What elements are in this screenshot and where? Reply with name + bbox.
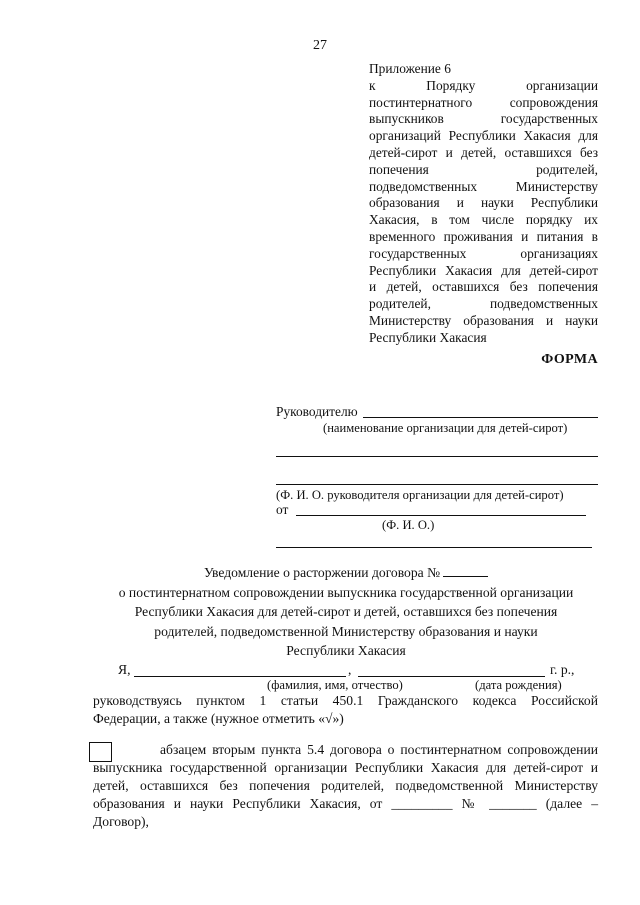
year-suffix: г. р., [550, 662, 575, 677]
page-number: 27 [313, 38, 327, 53]
notice-title [96, 563, 596, 661]
full-name-field[interactable] [134, 676, 346, 677]
head-name-field[interactable] [276, 484, 598, 485]
name-caption: (фамилия, имя, отчество) [267, 678, 403, 692]
appendix-line: Республики Хакасия для детей-сирот [369, 262, 598, 278]
notice-title-line [96, 563, 596, 583]
declaration-line: Федерации, а также (нужное отметить «√») [93, 711, 344, 726]
birth-date-field[interactable] [358, 676, 545, 677]
declaration-line: руководствуясь пунктом 1 статьи 450.1 Гражданского кодекса Российской [93, 693, 598, 708]
org-name-field[interactable] [363, 417, 598, 418]
form-label: ФОРМА [541, 352, 598, 367]
from-name-field[interactable] [296, 515, 586, 516]
notice-title-line: родителей, подведомственной Министерству образования и науки [154, 623, 538, 639]
option-line: Договор), [93, 814, 149, 829]
notice-title-line: о постинтернатном сопровождении выпускника государственной организации [118, 584, 574, 600]
appendix-line: Республики Хакасия [369, 329, 487, 345]
fio-caption: (Ф. И. О.) [382, 518, 435, 532]
option-line: образования и науки Республики Хакасия, от _________ № _______ (далее – [93, 796, 598, 811]
from-label: от [276, 502, 289, 517]
to-label: Руководителю [276, 404, 358, 419]
contract-number-field[interactable] [443, 564, 488, 577]
notice-title-prefix: Уведомление о расторжении договора № [203, 565, 441, 580]
appendix-line: постинтернатного сопровождения [369, 94, 598, 110]
appendix-line: детей-сирот и детей, оставшихся без [369, 144, 598, 160]
appendix-line: подведомственных Министерству [369, 178, 598, 194]
org-name-field-2[interactable] [276, 456, 598, 457]
option-line: абзацем вторым пункта 5.4 договора о постинтернатном сопровождении [160, 742, 598, 757]
option-line: детей, оставшихся без попечения родителей, подведомственной Министерству [93, 778, 598, 793]
appendix-line: государственных организациях [369, 245, 598, 261]
appendix-line: к Порядку организации [369, 77, 598, 93]
appendix-line: и детей, оставшихся без попечения [369, 279, 598, 295]
head-caption: (Ф. И. О. руководителя организации для детей-сирот) [276, 488, 564, 502]
option-line: выпускника государственной организации Республики Хакасия для детей-сирот и [93, 760, 598, 775]
appendix-line: временного проживания и питания в [369, 228, 598, 244]
comma: , [348, 662, 352, 677]
notice-title-line: Республики Хакасия [286, 643, 406, 658]
appendix-title: Приложение 6 [369, 61, 451, 76]
dob-caption: (дата рождения) [475, 678, 562, 692]
appendix-line: выпускников государственных [369, 111, 598, 127]
from-name-field-2[interactable] [276, 547, 592, 548]
org-caption: (наименование организации для детей-сирот) [323, 421, 568, 435]
notice-title-line: Республики Хакасия для детей-сирот и детей, оставшихся без попечения [134, 604, 558, 619]
i-label: Я, [118, 662, 131, 677]
option-checkbox[interactable] [89, 742, 112, 762]
appendix-line: попечения родителей, [369, 161, 598, 177]
appendix-line: Министерству образования и науки [369, 312, 598, 328]
appendix-line: организаций Республики Хакасия для [369, 128, 598, 144]
appendix-line: образования и науки Республики [369, 195, 598, 211]
appendix-line: родителей, подведомственных [369, 296, 598, 312]
appendix-line: Хакасия, в том числе порядку их [369, 212, 598, 228]
appendix-block [369, 61, 598, 347]
